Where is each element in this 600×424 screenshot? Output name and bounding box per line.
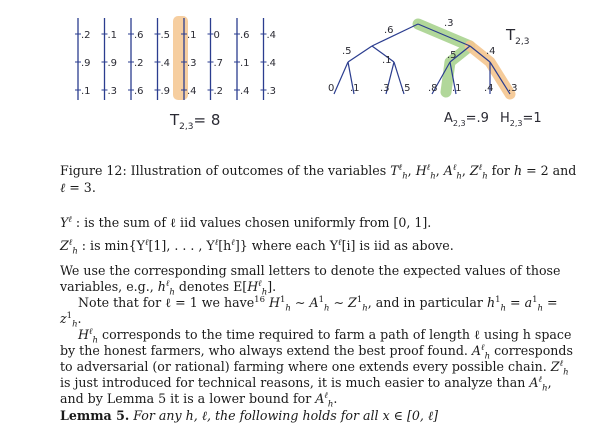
paragraph-2-line-2: $z^1_h$. bbox=[60, 310, 82, 330]
number-line-value: 0 bbox=[213, 30, 220, 41]
tree-title: $T_{2,3}$ bbox=[506, 26, 530, 47]
number-line-value: .6 bbox=[240, 30, 250, 41]
definition-y: $Y^\ell$ : is the sum of ℓ iid values chosen uniformly from [0, 1]. bbox=[60, 214, 432, 230]
tree-leaf-value: .4 bbox=[484, 83, 494, 94]
paragraph-3-line-5: and by Lemma 5 it is a lower bound for $A^\ell_h$. bbox=[60, 390, 338, 410]
number-line-value: .4 bbox=[266, 30, 277, 41]
number-line-value: .3 bbox=[187, 58, 197, 69]
orange-column-highlight bbox=[173, 16, 188, 100]
figure-caption: Figure 12: Illustration of outcomes of the variables $T^\ell_h$, $H^\ell_h$, $A^\ell_h$, $Z^\ell_h$ for h = 2 and bbox=[60, 162, 577, 182]
edge-label-mid-2: .1 bbox=[382, 55, 392, 66]
tree-leaf-value: .1 bbox=[452, 83, 462, 94]
number-line-value: .4 bbox=[187, 86, 197, 97]
number-line-value: .3 bbox=[266, 86, 277, 97]
definition-z: $Z^\ell_h$ : is $\min\{Y^\ell[1]$, . . . , $Y^\ell[h^\ell]$} where each $Y^\ell[i]$ is iid as above. bbox=[60, 237, 454, 257]
tree-leaf-value: 0 bbox=[328, 83, 335, 94]
paragraph-3-line-3: to adversarial (or rational) farming where one extends every possible chain. $Z^\ell_h$ bbox=[60, 358, 569, 378]
number-line-value: .3 bbox=[107, 86, 118, 97]
edge-label-mid-1: .5 bbox=[342, 46, 352, 57]
paragraph-3-line-1: $H^\ell_h$ corresponds to the time required to farm a path of length ℓ using h space bbox=[78, 326, 572, 346]
paragraph-3-line-2: by the honest farmers, who always extend the best proof found. $A^\ell_h$ corresponds bbox=[60, 342, 573, 362]
figure-12-illustration bbox=[0, 0, 600, 130]
number-line-value: .5 bbox=[160, 30, 171, 41]
edge-label-mid-3: .5 bbox=[447, 50, 457, 61]
number-line-value: .1 bbox=[240, 58, 250, 69]
paragraph-3-line-4: is just introduced for technical reasons, it is much easier to analyze than $A^\ell_h$, bbox=[60, 374, 552, 394]
tree-leaf-labels bbox=[328, 83, 518, 94]
number-line-value: .1 bbox=[107, 30, 118, 41]
paragraph-1-line-2: variables, e.g., $h^\ell_h$ denotes $E[H^\ell_h]$. bbox=[60, 278, 277, 298]
number-line-value: .6 bbox=[134, 86, 144, 97]
number-line-value: .4 bbox=[266, 58, 277, 69]
edge-label-root-right: .3 bbox=[444, 18, 454, 29]
h-label: $H_{2,3}=1$ bbox=[500, 111, 542, 128]
tree-leaf-value: .8 bbox=[428, 83, 438, 94]
lemma-5-statement: Lemma 5. For any h, ℓ, the following holds for all x ∈ [0, ℓ] bbox=[60, 408, 439, 423]
tree-leaf-value: .3 bbox=[508, 83, 518, 94]
number-line-value: .2 bbox=[81, 30, 91, 41]
paragraph-1-line-1: We use the corresponding small letters to denote the expected values of those bbox=[60, 263, 561, 278]
number-line-value: .9 bbox=[160, 86, 171, 97]
tree-leaf-value: .5 bbox=[401, 83, 411, 94]
number-line-value: .9 bbox=[81, 58, 91, 69]
number-line-value: .6 bbox=[134, 30, 144, 41]
number-line-value: .4 bbox=[160, 58, 171, 69]
paragraph-2-line-1: Note that for ℓ = 1 we have$^{16}$ $H^1_h$ ∼ $A^1_h$ ∼ $Z^1_h$, and in particular $h^1_h = a^1_h$ = bbox=[78, 294, 558, 314]
green-path-highlight bbox=[418, 24, 470, 92]
edge-label-mid-4: .4 bbox=[486, 46, 496, 57]
number-line-value: .2 bbox=[134, 58, 144, 69]
number-line-value: .2 bbox=[213, 86, 224, 97]
figure-caption-cont: ℓ = 3. bbox=[60, 180, 96, 195]
a-label: $A_{2,3}=.9$ bbox=[444, 111, 489, 128]
tree-leaf-value: .1 bbox=[350, 83, 360, 94]
edge-label-root-left: .6 bbox=[384, 25, 394, 36]
number-line-value: .4 bbox=[240, 86, 250, 97]
number-line-value: .9 bbox=[107, 58, 118, 69]
number-line-value: .1 bbox=[81, 86, 91, 97]
number-line-value: .7 bbox=[213, 58, 224, 69]
left-figure-label: $T_{2,3}= 8$ bbox=[170, 111, 221, 130]
number-line-value: .1 bbox=[187, 30, 197, 41]
tree-leaf-value: .3 bbox=[380, 83, 390, 94]
